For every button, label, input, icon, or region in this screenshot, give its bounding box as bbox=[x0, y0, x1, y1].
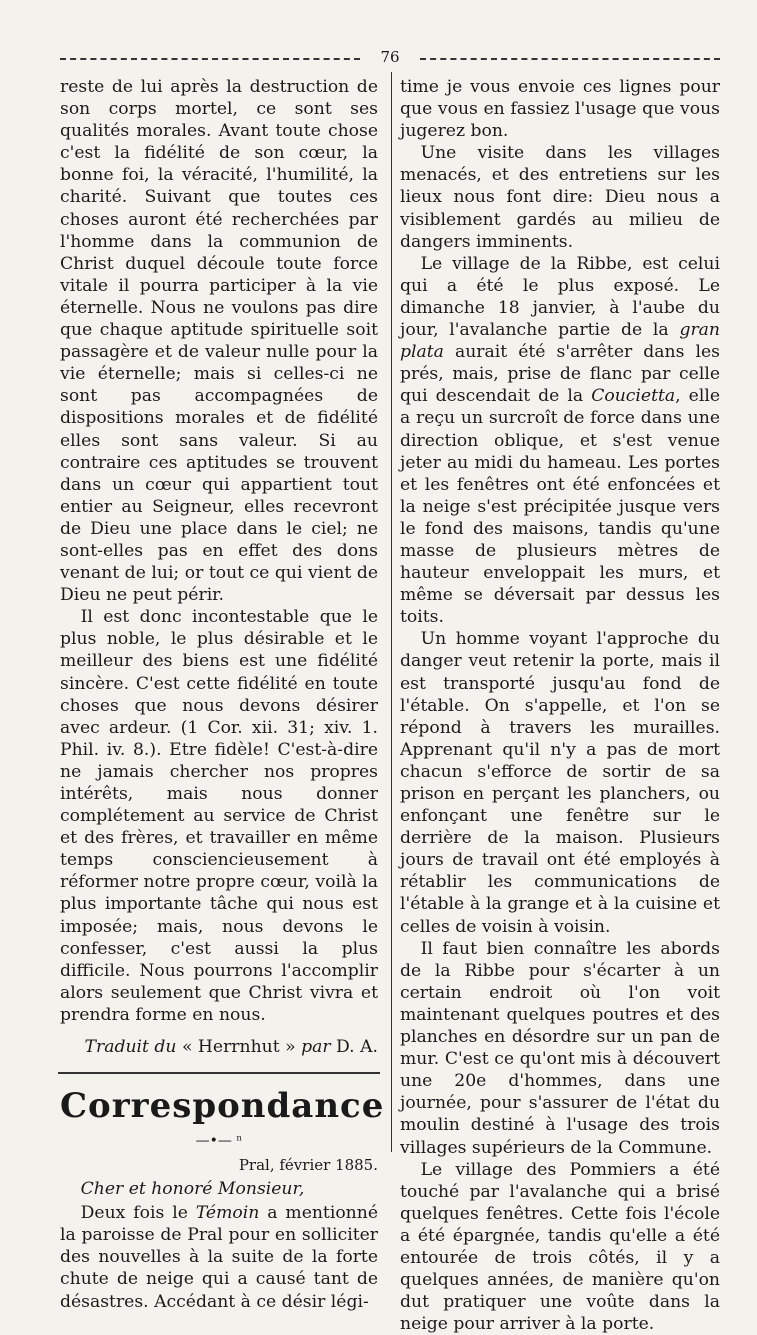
paragraph: Un homme voyant l'approche du danger veut retenir la porte, mais il est transporté jusqu'au fond de l'étable. On s'appelle, et l'on se répond à travers les murailles. Apprenant qu'il n'y a pas de mort chacun s'efforce de sortir de sa prison en perçant les planchers, ou enfonçant une fenêtre sur le derrière de la maison. Plusieurs jours de travail ont été employés à rétablir les communications de l'étable à la grange et à la cuisine et celles de voisin à voisin. bbox=[400, 629, 720, 937]
header-rule-right bbox=[420, 58, 720, 60]
paragraph: Il est donc incontestable que le plus noble, le plus désirable et le meilleur des biens est une fidélité sincère. C'est cette fidélité en toute choses que nous devons désirer avec ardeur. (1 Cor. xii. 31; xiv. 1. Phil. iv. 8.). Etre fidèle! C'est-à-dire ne jamais chercher nos propres intérêts, mais nous donner complétement au service de Christ et des frères, et travailler en même temps consciencieusement à réformer notre propre cœur, voilà la plus importante tâche qui nous est imposée; mais, nous devons le confesser, c'est aussi la plus difficile. Nous pourrons l'accomplir alors seulement que Christ vivra et prendra forme en nous. bbox=[60, 607, 378, 1025]
paragraph: Le village des Pommiers a été touché par l'avalanche qui a brisé quelques fenêtres. Cette fois l'école a été épargnée, tandis qu'elle a été entourée de trois côtés, il y a quelques années, de manière qu'on dut pratiquer une voûte dans la neige pour arriver à la porte. bbox=[400, 1159, 720, 1335]
column-divider bbox=[391, 72, 392, 1152]
translation-credit bbox=[60, 1036, 378, 1058]
section-heading: Correspondance bbox=[60, 1086, 385, 1127]
heading-ornament: —•— ⁿ bbox=[195, 1133, 243, 1150]
credit-label: Traduit du bbox=[84, 1037, 177, 1058]
paragraph: Deux fois le Témoin a mentionné la paroisse de Pral pour en solliciter des nouvelles à la suite de la forte chute de neige qui a causé tant de désastres. Accédant à ce désir légi- bbox=[60, 1203, 378, 1312]
paragraph: time je vous envoie ces lignes pour que vous en fassiez l'usage que vous jugerez bon. bbox=[400, 77, 720, 142]
letter-dateline: Pral, février 1885. bbox=[238, 1156, 378, 1175]
paragraph: Il faut bien connaître les abords de la Ribbe pour s'écarter à un certain endroit où l'on voit maintenant quelques poutres et des planches en désordre sur un pan de mur. C'est ce qu'ont mis à découvert une 20e d'hommes, dans une journée, pour s'assurer de l'état du moulin destiné à l'usage des trois villages supérieurs de la Commune. bbox=[400, 938, 720, 1158]
paragraph: Une visite dans les villages menacés, et des entretiens sur les lieux nous font dire: Dieu nous a visiblement gardés au milieu de dangers imminents. bbox=[400, 143, 720, 252]
header-rule-left bbox=[60, 58, 360, 60]
left-column bbox=[60, 76, 385, 1313]
credit-par: par bbox=[301, 1037, 331, 1058]
section-rule bbox=[58, 1072, 380, 1074]
right-column bbox=[400, 76, 720, 1335]
credit-author: D. A. bbox=[336, 1037, 378, 1058]
letter-salutation: Cher et honoré Monsieur, bbox=[80, 1179, 305, 1200]
paragraph: Le village de la Ribbe, est celui qui a été le plus exposé. Le dimanche 18 janvier, à l'aube du jour, l'avalanche partie de la gran plata aurait été s'arrêter dans les prés, mais, prise de flanc par celle qui descendait de la Coucietta, elle a reçu un surcroît de force dans une direction oblique, et s'est venue jeter au midi du hameau. Les portes et les fenêtres ont été enfoncées et la neige s'est précipitée jusque vers le fond des maisons, tandis qu'une masse de plusieurs mètres de hauteur enveloppait les murs, et même se déversait par dessus les toits. bbox=[400, 253, 721, 628]
credit-source: « Herrnhut » bbox=[181, 1037, 296, 1058]
page-header bbox=[60, 48, 720, 68]
page-number: 76 bbox=[380, 48, 400, 66]
paragraph: reste de lui après la destruction de son corps mortel, ce sont ses qualités morales. Avant toute chose c'est la fidélité de son cœur, la bonne foi, la véracité, l'humilité, la charité. Suivant que toutes ces choses auront été recherchées par l'homme dans la communion de Christ duquel découle toute force vitale il pourra participer à la vie éternelle. Nous ne voulons pas dire que chaque aptitude spirituelle soit passagère et de valeur nulle pour la vie éternelle; mais si celles-ci ne sont pas accompagnées de dispositions morales et de fidélité elles sont sans valeur. Si au contraire ces aptitudes se trouvent dans un cœur qui appartient tout entier au Seigneur, elles recevront de Dieu une place dans le ciel; ne sont-elles pas en effet des dons venant de lui; or tout ce qui vient de Dieu ne peut périr. bbox=[60, 77, 378, 606]
